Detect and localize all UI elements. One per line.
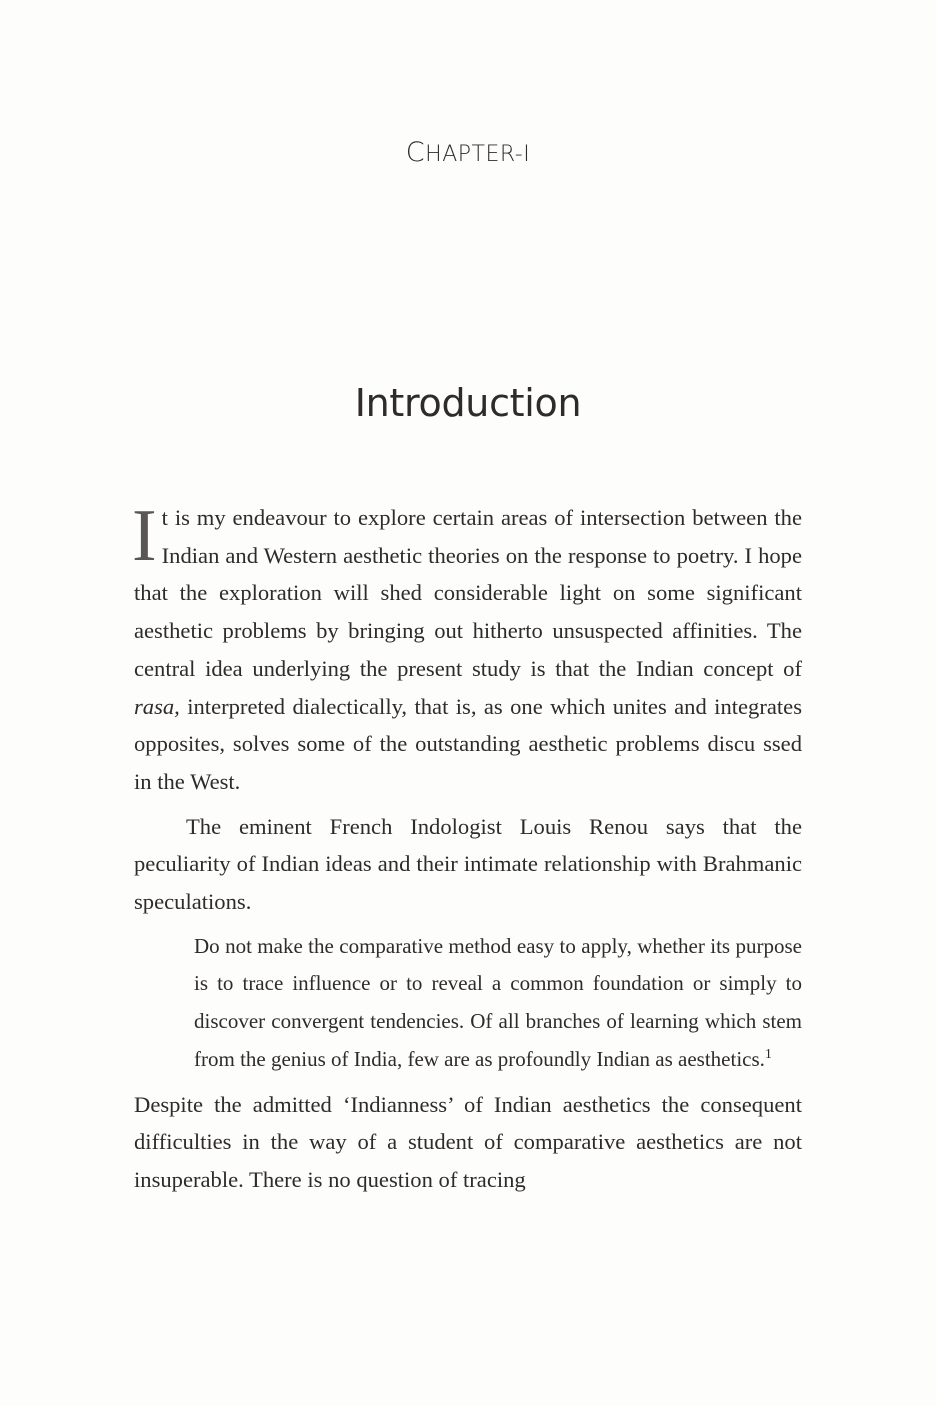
paragraph-3: Despite the admitted ‘Indianness’ of Indian aesthetics the consequent difficulties in the way of a student of comparative aesthetics are not insuperable. There is no question of tracing — [134, 1091, 802, 1192]
drop-cap: I — [132, 495, 157, 577]
block-quote — [194, 928, 802, 1079]
footnote-marker: 1 — [764, 1046, 772, 1062]
paragraph-1-italic-term: rasa, — [134, 693, 180, 719]
paragraph-1 — [132, 495, 802, 801]
paragraph-1-text-b: interpreted dialectically, that is, as one which unites and integrates opposites, solves some of the outstanding aesthetic problems discu ssed in the West. — [134, 693, 802, 794]
paragraph-2: The eminent French Indologist Louis Renou says that the peculiarity of Indian ideas and their intimate relationship with Brahmanic speculations. — [134, 813, 802, 915]
chapter-label-rest: HAPTER-I — [425, 142, 531, 167]
body-text — [132, 495, 802, 1206]
chapter-label — [0, 137, 936, 168]
page-title: Introduction — [354, 381, 582, 425]
chapter-label-initial: C — [405, 137, 426, 168]
paragraph-1-text-a: t is my endeavour to explore certain areas of intersection between the Indian and Western aesthetic theories on the response to poetry. I hope that the exploration will shed considerable light on some significant aesthetic problems by bringing out hitherto unsuspected affinities. The central idea underlying the present study is that the Indian concept of — [134, 505, 802, 681]
block-quote-text: Do not make the comparative method easy to apply, whether its purpose is to trace influence or to reveal a common foundation or simply to discover convergent tendencies. Of all branches of learning which stem from the genius of India, few are as profoundly Indian as aesthetics. — [194, 933, 802, 1071]
